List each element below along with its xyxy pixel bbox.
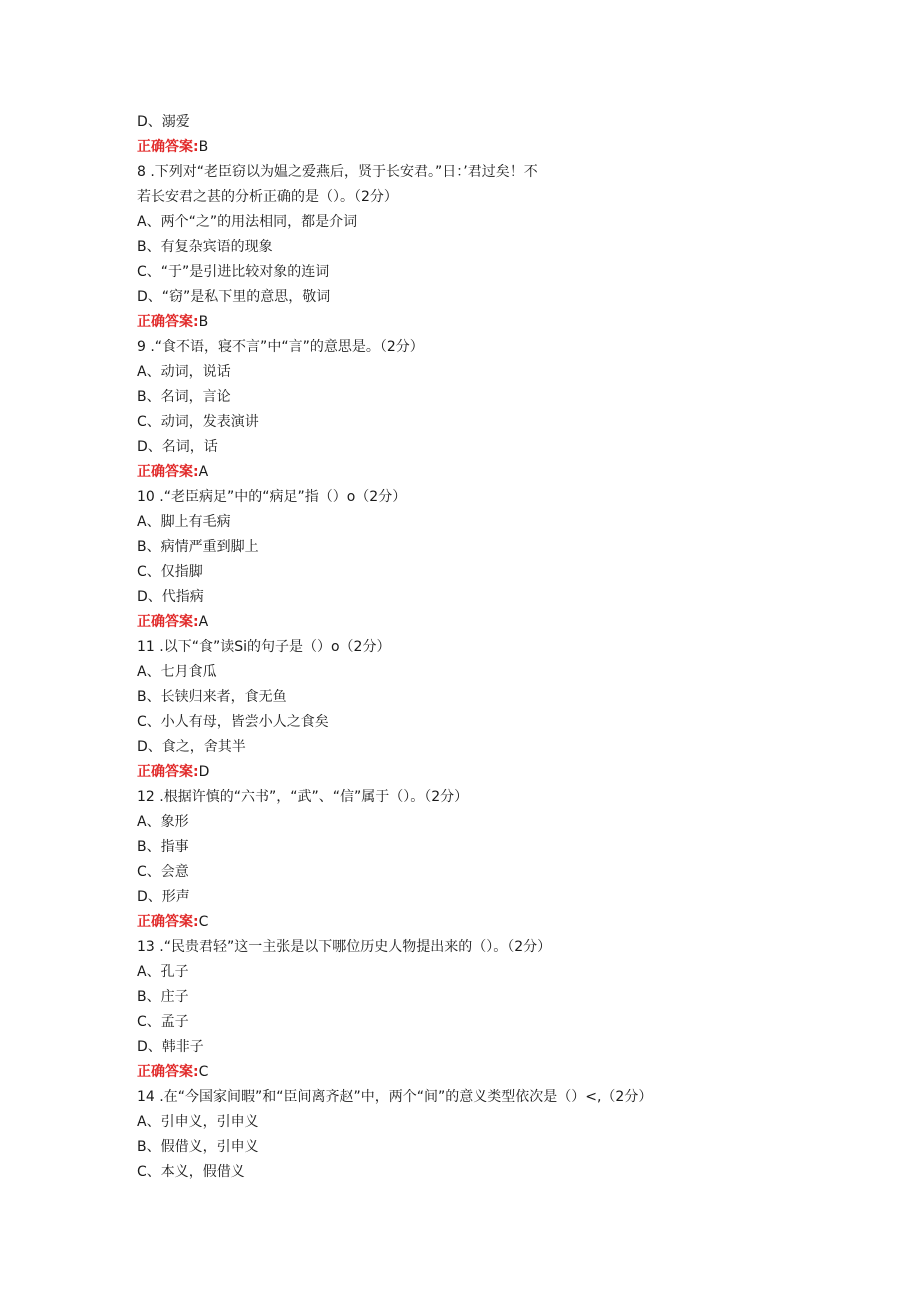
correct-answer-label: 正确答案:: [137, 314, 199, 330]
correct-answer-line: [137, 1060, 837, 1085]
exam-content: [137, 110, 837, 1185]
correct-answer-line: [137, 610, 837, 635]
correct-answer-value: A: [198, 614, 209, 630]
answer-option: B、有复杂宾语的现象: [137, 239, 273, 255]
question-stem: 14 .在“今国家间暇”和“臣间离齐赵”中，两个“间”的意义类型依次是（）<,（2分）: [137, 1089, 653, 1105]
answer-option: B、长铗归来者，食无鱼: [137, 689, 287, 705]
question-stem: 若长安君之甚的分析正确的是（）。（2分）: [137, 189, 398, 205]
correct-answer-value: D: [198, 764, 210, 780]
correct-answer-value: B: [198, 314, 209, 330]
answer-option: A、脚上有毛病: [137, 514, 231, 530]
answer-option: D、溺爱: [137, 114, 190, 130]
answer-option: C、仅指脚: [137, 564, 203, 580]
question-stem: 12 .根据许慎的“六书”，“武”、“信”属于（）。（2分）: [137, 789, 469, 805]
question-stem: 9 .“食不语，寝不言”中“言”的意思是。（2分）: [137, 339, 424, 355]
answer-option: C、动词，发表演讲: [137, 414, 259, 430]
question-stem: 10 .“老臣病足”中的“病足”指（）o（2分）: [137, 489, 407, 505]
correct-answer-line: [137, 310, 837, 335]
correct-answer-line: [137, 910, 837, 935]
correct-answer-label: 正确答案:: [137, 1064, 199, 1080]
answer-option: D、韩非子: [137, 1039, 204, 1055]
answer-option: C、会意: [137, 864, 189, 880]
correct-answer-value: C: [198, 914, 209, 930]
correct-answer-label: 正确答案:: [137, 914, 199, 930]
answer-option: A、孔子: [137, 964, 189, 980]
correct-answer-label: 正确答案:: [137, 464, 199, 480]
answer-option: C、小人有母，皆尝小人之食矣: [137, 714, 329, 730]
correct-answer-value: A: [198, 464, 209, 480]
correct-answer-line: [137, 760, 837, 785]
answer-option: B、名词，言论: [137, 389, 231, 405]
answer-option: B、假借义，引申义: [137, 1139, 259, 1155]
answer-option: B、指事: [137, 839, 189, 855]
answer-option: A、象形: [137, 814, 189, 830]
answer-option: C、孟子: [137, 1014, 189, 1030]
answer-option: A、七月食瓜: [137, 664, 217, 680]
correct-answer-label: 正确答案:: [137, 614, 199, 630]
question-stem: 11 .以下“食”读Si的句子是（）o（2分）: [137, 639, 391, 655]
question-stem: 8 .下列对“老臣窃以为媪之爱燕后，贤于长安君。”日：’君过矣！不: [137, 164, 538, 180]
answer-option: A、引申义，引申义: [137, 1114, 259, 1130]
answer-option: D、名词，话: [137, 439, 218, 455]
answer-option: D、形声: [137, 889, 190, 905]
correct-answer-line: [137, 460, 837, 485]
correct-answer-value: C: [198, 1064, 209, 1080]
answer-option: A、两个“之”的用法相同，都是介词: [137, 214, 358, 230]
correct-answer-line: [137, 135, 837, 160]
answer-option: D、“窃”是私下里的意思，敬词: [137, 289, 331, 305]
correct-answer-label: 正确答案:: [137, 764, 199, 780]
answer-option: D、代指病: [137, 589, 204, 605]
answer-option: A、动词，说话: [137, 364, 231, 380]
answer-option: D、食之，舍其半: [137, 739, 246, 755]
correct-answer-value: B: [198, 139, 209, 155]
answer-option: B、病情严重到脚上: [137, 539, 259, 555]
answer-option: B、庄子: [137, 989, 189, 1005]
question-stem: 13 .“民贵君轻”这一主张是以下哪位历史人物提出来的（）。（2分）: [137, 939, 552, 955]
answer-option: C、“于”是引进比较对象的连词: [137, 264, 330, 280]
answer-option: C、本义，假借义: [137, 1164, 245, 1180]
correct-answer-label: 正确答案:: [137, 139, 199, 155]
